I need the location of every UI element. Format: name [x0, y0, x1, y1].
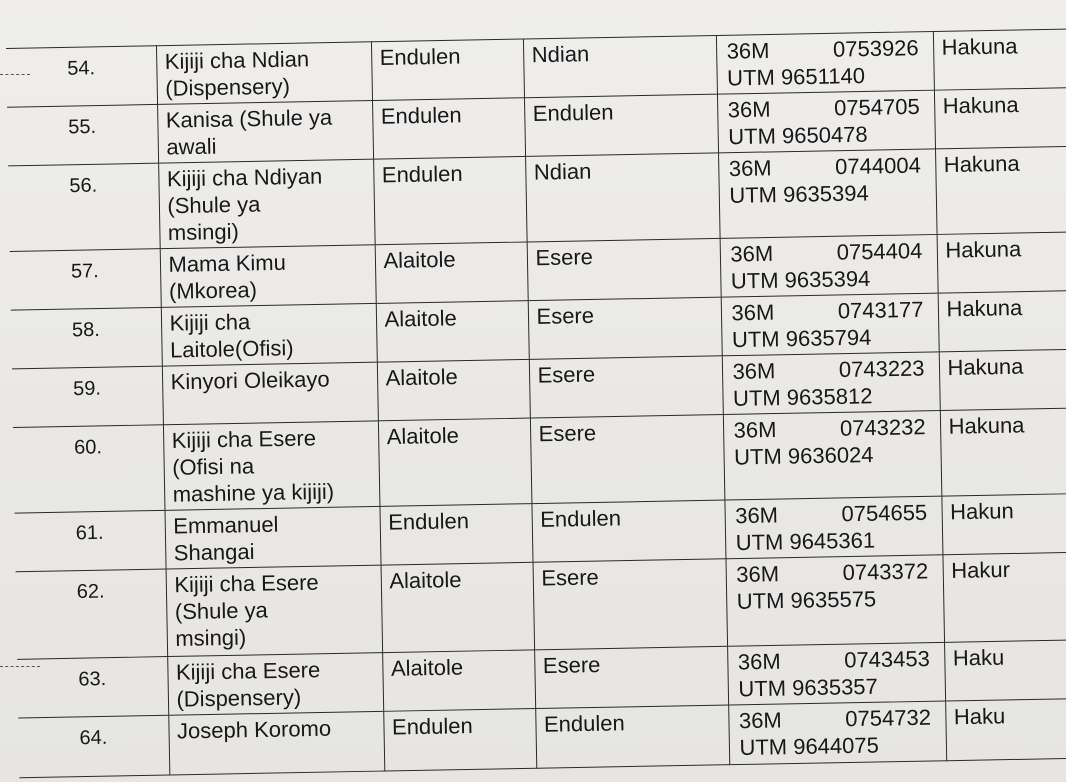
- northing: UTM 9635812: [732, 383, 873, 411]
- utm-zone: 36M: [732, 358, 776, 384]
- location-name: [167, 653, 383, 716]
- location-name-line: (Mkorea): [168, 277, 258, 304]
- location-name-line: (Dispensery): [176, 684, 302, 712]
- status-cell: Hakuna: [939, 348, 1066, 410]
- coordinates-cell: [721, 293, 939, 356]
- location-name-line: mashine ya kijiji): [172, 478, 335, 507]
- easting: 0754404: [836, 238, 923, 265]
- row-number: 58.: [11, 307, 162, 368]
- coordinates-cell: [720, 234, 938, 297]
- location-name: [164, 506, 380, 569]
- location-name-line: Shangai: [173, 539, 255, 566]
- village-cell: Esere: [528, 297, 722, 359]
- village-cell: Esere: [529, 356, 723, 418]
- location-name: [156, 42, 372, 105]
- ward-cell: Alaitole: [375, 242, 528, 303]
- northing: UTM 9651140: [726, 63, 866, 91]
- northing: UTM 9635357: [738, 673, 878, 702]
- utm-zone: 36M: [734, 502, 779, 529]
- row-number: 61.: [15, 510, 166, 571]
- location-name-line: msingi): [175, 624, 247, 651]
- village-cell: Ndian: [523, 35, 717, 97]
- ward-cell: Alaitole: [377, 359, 530, 420]
- easting: 0744004: [834, 152, 922, 180]
- row-number: 59.: [12, 366, 163, 427]
- ward-cell: Endulen: [373, 156, 527, 244]
- location-name-line: awali: [166, 133, 217, 160]
- locations-table: [6, 27, 1066, 778]
- location-name-line: Kijiji cha Esere: [175, 657, 321, 685]
- row-number: 54.: [6, 46, 157, 107]
- location-name-line: (Dispensery): [165, 73, 291, 101]
- status-cell: Hakuna: [933, 28, 1066, 90]
- status-cell: Hakun: [941, 493, 1066, 555]
- location-name-line: Kinyori Oleikayo: [170, 366, 330, 395]
- coordinates-cell: [723, 411, 942, 501]
- row-number: 64.: [18, 715, 169, 777]
- location-name: [168, 711, 384, 775]
- utm-zone: 36M: [726, 37, 770, 64]
- village-cell: Ndian: [525, 153, 720, 242]
- coordinates-cell: [727, 642, 945, 705]
- utm-zone: 36M: [730, 240, 774, 267]
- northing: UTM 9635394: [729, 180, 869, 208]
- ward-cell: Alaitole: [378, 418, 532, 506]
- easting: 0743177: [837, 296, 924, 324]
- location-name-line: (Ofisi na: [171, 453, 255, 480]
- ward-cell: Alaitole: [376, 301, 529, 362]
- ward-cell: Alaitole: [381, 562, 535, 652]
- status-cell: Hakuna: [934, 87, 1066, 149]
- status-cell: Hakuna: [938, 290, 1066, 352]
- coordinates-cell: [717, 90, 935, 153]
- location-name-line: Mama Kimu: [168, 249, 287, 277]
- margin-dash: [0, 666, 40, 667]
- easting: 0754655: [841, 499, 928, 527]
- row-number: 62.: [16, 569, 168, 659]
- village-cell: Endulen: [531, 500, 725, 562]
- easting: 0743232: [839, 414, 926, 441]
- margin-dash: [0, 74, 30, 75]
- location-name-line: Kijiji cha Esere: [174, 569, 319, 598]
- utm-zone: 36M: [727, 96, 771, 123]
- village-cell: Esere: [534, 646, 728, 708]
- location-name: [160, 245, 376, 308]
- utm-zone: 36M: [731, 299, 775, 326]
- coordinates-cell: [716, 32, 934, 95]
- easting: 0743372: [842, 558, 929, 585]
- location-name-line: Kijiji cha Ndiyan: [166, 163, 323, 192]
- row-number: 60.: [13, 425, 165, 513]
- coordinates-cell: [724, 496, 942, 559]
- document-sheet: [6, 27, 1066, 782]
- row-number: 57.: [10, 249, 161, 310]
- location-name-line: Kanisa (Shule ya: [165, 104, 333, 133]
- coordinates-cell: [718, 149, 937, 239]
- utm-zone: 36M: [736, 561, 780, 587]
- location-name-line: msingi): [167, 218, 240, 246]
- location-name: [163, 421, 380, 510]
- status-cell: Hakuna: [935, 145, 1066, 234]
- row-number: 55.: [7, 104, 158, 165]
- village-cell: Endulen: [535, 705, 729, 768]
- location-name-line: Emmanuel: [173, 511, 279, 539]
- location-name-line: Kijiji cha: [169, 309, 251, 336]
- ward-cell: Endulen: [371, 39, 524, 100]
- status-cell: Haku: [945, 697, 1066, 760]
- ward-cell: Alaitole: [382, 650, 535, 711]
- village-cell: Esere: [533, 559, 728, 650]
- location-name-line: Kijiji cha Esere: [171, 425, 317, 453]
- ward-cell: Endulen: [372, 98, 525, 159]
- location-name-line: Laitole(Ofisi): [169, 335, 294, 363]
- northing: UTM 9645361: [735, 527, 876, 556]
- status-cell: Hakuna: [937, 231, 1066, 293]
- northing: UTM 9636024: [733, 442, 874, 470]
- easting: 0754705: [833, 93, 920, 121]
- location-name-line: (Shule ya: [174, 597, 269, 625]
- location-name-line: Joseph Koromo: [176, 715, 332, 744]
- status-cell: Haku: [944, 639, 1066, 701]
- village-cell: Esere: [527, 238, 721, 300]
- utm-zone: 36M: [728, 155, 772, 182]
- coordinates-cell: [728, 701, 946, 765]
- ward-cell: Endulen: [379, 504, 532, 565]
- location-name: [161, 303, 377, 366]
- location-name: [162, 362, 378, 425]
- northing: UTM 9635394: [730, 266, 871, 294]
- row-number: 56.: [8, 163, 160, 251]
- status-cell: Hakuna: [940, 407, 1066, 496]
- ward-cell: Endulen: [383, 709, 536, 771]
- northing: UTM 9635794: [731, 324, 872, 353]
- utm-zone: 36M: [738, 707, 782, 734]
- northing: UTM 9635575: [736, 586, 877, 614]
- location-name-line: Kijiji cha Ndian: [164, 46, 310, 74]
- easting: 0743453: [843, 646, 931, 673]
- location-name: [158, 159, 375, 248]
- location-name: [157, 101, 373, 164]
- utm-zone: 36M: [733, 417, 777, 443]
- village-cell: Esere: [530, 415, 725, 504]
- easting: 0743223: [838, 355, 925, 383]
- utm-zone: 36M: [737, 648, 781, 675]
- northing: UTM 9644075: [739, 732, 880, 761]
- easting: 0754732: [845, 704, 932, 732]
- location-name: [166, 565, 383, 656]
- northing: UTM 9650478: [728, 121, 868, 150]
- village-cell: Endulen: [524, 94, 718, 156]
- coordinates-cell: [725, 555, 944, 647]
- location-name-line: (Shule ya: [167, 191, 261, 219]
- coordinates-cell: [722, 352, 940, 415]
- row-number: 63.: [17, 657, 168, 718]
- status-cell: Hakur: [942, 551, 1066, 642]
- easting: 0753926: [832, 35, 919, 62]
